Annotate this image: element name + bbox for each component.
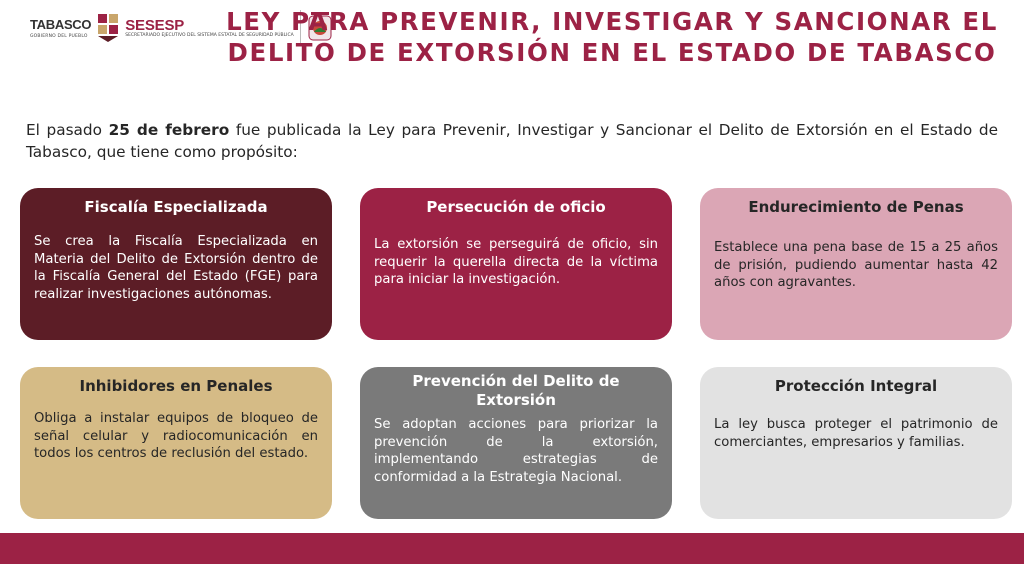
- card-text: La extorsión se perseguirá de oficio, sin requerir la querella directa de la víctima para iniciar la investigación.: [374, 237, 658, 288]
- card-text: Se crea la Fiscalía Especializada en Materia del Delito de Extorsión dentro de la Fiscalía General del Estado (FGE) para realizar investigaciones autónomas.: [34, 234, 318, 302]
- card-text: Establece una pena base de 15 a 25 años de prisión, pudiendo aumentar hasta 42 años con agravantes.: [714, 240, 998, 291]
- card-title: Fiscalía Especializada: [84, 198, 268, 216]
- card-inhibidores-en-penales: [20, 367, 332, 519]
- card-persecucion-de-oficio: [360, 188, 672, 340]
- card-text: La ley busca proteger el patrimonio de comerciantes, empresarios y familias.: [714, 417, 998, 450]
- tabasco-logo: [30, 18, 91, 39]
- card-title: Prevención del Delito de Extorsión: [412, 372, 620, 409]
- card-title: Inhibidores en Penales: [79, 377, 273, 395]
- card-title: Protección Integral: [774, 377, 938, 395]
- header: [0, 0, 1024, 110]
- tabasco-logo-subtitle: GOBIERNO DEL PUEBLO: [30, 33, 88, 39]
- tabasco-logo-text: TABASCO: [30, 16, 92, 32]
- state-shield-icon: [97, 13, 119, 43]
- card-text: Se adoptan acciones para priorizar la prevención de la extorsión, implementando estrategias de conformidad a la Estrategia Nacional.: [374, 417, 658, 485]
- intro-date: 25 de febrero: [108, 121, 230, 139]
- card-title: Persecución de oficio: [426, 198, 606, 216]
- card-title: Endurecimiento de Penas: [748, 198, 964, 216]
- page-title: LEY PARA PREVENIR, INVESTIGAR Y SANCIONAR EL DELITO DE EXTORSIÓN EN EL ESTADO DE TABASCO: [226, 7, 998, 67]
- footer-bar: [0, 533, 1024, 564]
- card-text: Obliga a instalar equipos de bloqueo de señal celular y radiocomunicación en todos los centros de reclusión del estado.: [34, 411, 318, 462]
- card-prevencion-del-delito: [360, 367, 672, 519]
- sesesp-logo-subtitle: SECRETARIADO EJECUTIVO DEL SISTEMA ESTATAL DE SEGURIDAD PÚBLICA: [125, 33, 294, 38]
- intro-text-start: El pasado: [26, 121, 109, 139]
- intro-paragraph: [26, 119, 998, 163]
- card-proteccion-integral: [700, 367, 1012, 519]
- card-fiscalia-especializada: [20, 188, 332, 340]
- intro-text-end: fue publicada la Ley para Prevenir, Investigar y Sancionar el Delito de Extorsión en el Estado de Tabasco, que tiene como propósito:: [26, 121, 998, 161]
- sesesp-logo-text: SESESP: [125, 17, 185, 34]
- card-endurecimiento-de-penas: [700, 188, 1012, 340]
